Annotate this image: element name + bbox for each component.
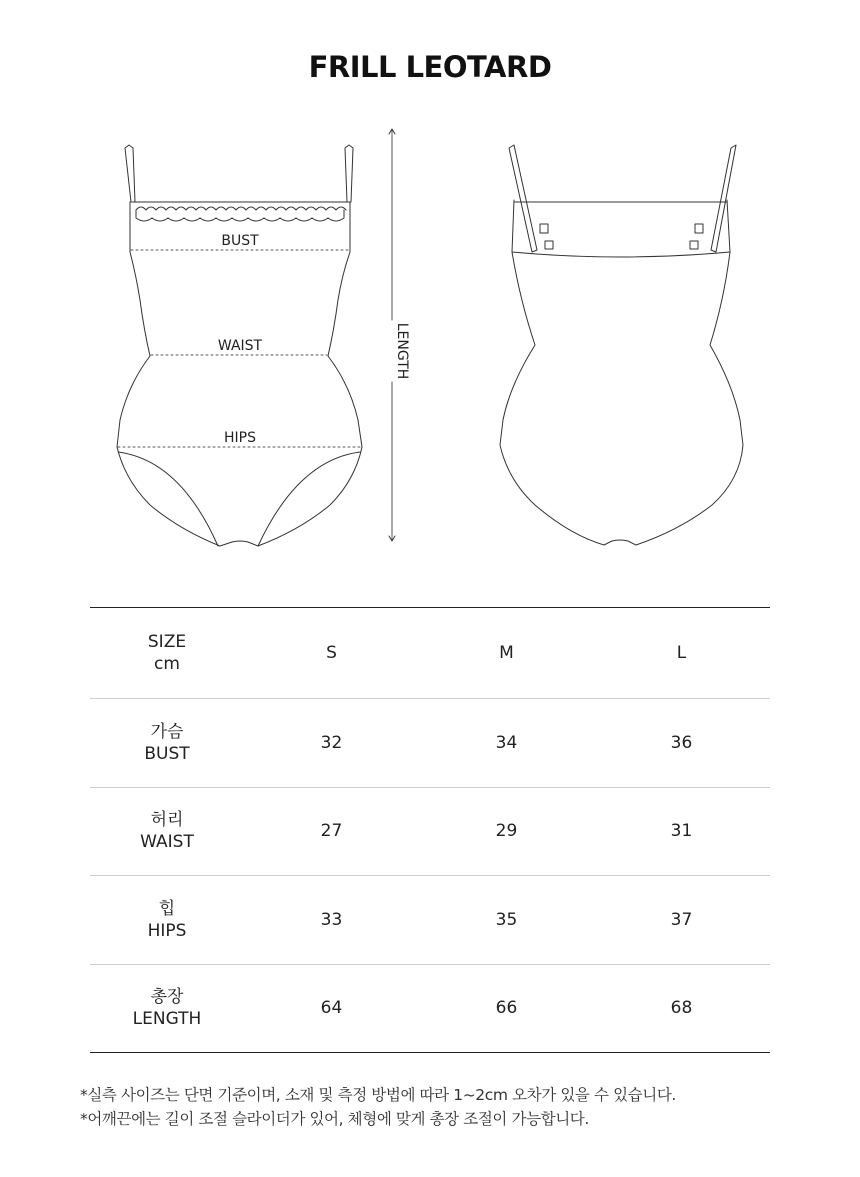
size-header-m: M bbox=[499, 643, 514, 663]
back-right-strap bbox=[711, 145, 736, 252]
table-cell: 35 bbox=[495, 909, 518, 930]
hips-label: HIPS bbox=[224, 430, 256, 446]
table-cell: 66 bbox=[495, 998, 518, 1019]
back-body bbox=[500, 200, 743, 545]
table-cell: 33 bbox=[320, 909, 343, 930]
table-cell: 37 bbox=[670, 909, 693, 930]
leotard-diagram bbox=[0, 110, 860, 570]
table-cell: 31 bbox=[670, 821, 693, 842]
back-view bbox=[500, 145, 743, 545]
table-cell: 64 bbox=[320, 998, 343, 1019]
front-body bbox=[117, 202, 362, 546]
row-label: 가슴 BUST bbox=[144, 721, 190, 764]
table-cell: 36 bbox=[670, 732, 693, 753]
table-row-length bbox=[90, 964, 770, 1053]
size-notes bbox=[80, 1083, 840, 1131]
size-table bbox=[90, 607, 770, 1053]
left-strap-slider bbox=[540, 224, 548, 233]
table-cell: 34 bbox=[495, 732, 518, 753]
size-header-l: L bbox=[676, 643, 687, 663]
row-label: 힙 HIPS bbox=[147, 898, 187, 941]
leotard-illustration bbox=[0, 110, 860, 570]
back-left-strap bbox=[509, 145, 537, 252]
front-right-strap bbox=[345, 145, 353, 202]
table-row-hips bbox=[90, 875, 770, 964]
table-cell: 29 bbox=[495, 821, 518, 842]
note-measurement: *실측 사이즈는 단면 기준이며, 소재 및 측정 방법에 따라 1~2cm 오차가 있을 수 있습니다. bbox=[80, 1086, 676, 1104]
right-strap-slider bbox=[695, 224, 703, 233]
table-header-row bbox=[90, 608, 770, 698]
row-label: 총장 LENGTH bbox=[132, 987, 202, 1030]
bust-label: BUST bbox=[221, 233, 259, 249]
size-header-s: S bbox=[326, 643, 337, 663]
row-label: 허리 WAIST bbox=[140, 810, 194, 853]
front-left-strap bbox=[125, 145, 135, 202]
waist-label: WAIST bbox=[217, 338, 263, 354]
table-row-bust bbox=[90, 698, 770, 787]
table-cell: 27 bbox=[320, 821, 343, 842]
length-label: LENGTH bbox=[394, 322, 410, 380]
table-cell: 32 bbox=[320, 732, 343, 753]
size-unit-header: SIZE cm bbox=[147, 632, 187, 674]
note-strap-slider: *어깨끈에는 길이 조절 슬라이더가 있어, 체형에 맞게 총장 조절이 가능합니다. bbox=[80, 1110, 589, 1128]
table-cell: 68 bbox=[670, 998, 693, 1019]
table-row-waist bbox=[90, 787, 770, 876]
page-title: FRILL LEOTARD bbox=[308, 50, 552, 84]
front-frill bbox=[136, 207, 346, 210]
